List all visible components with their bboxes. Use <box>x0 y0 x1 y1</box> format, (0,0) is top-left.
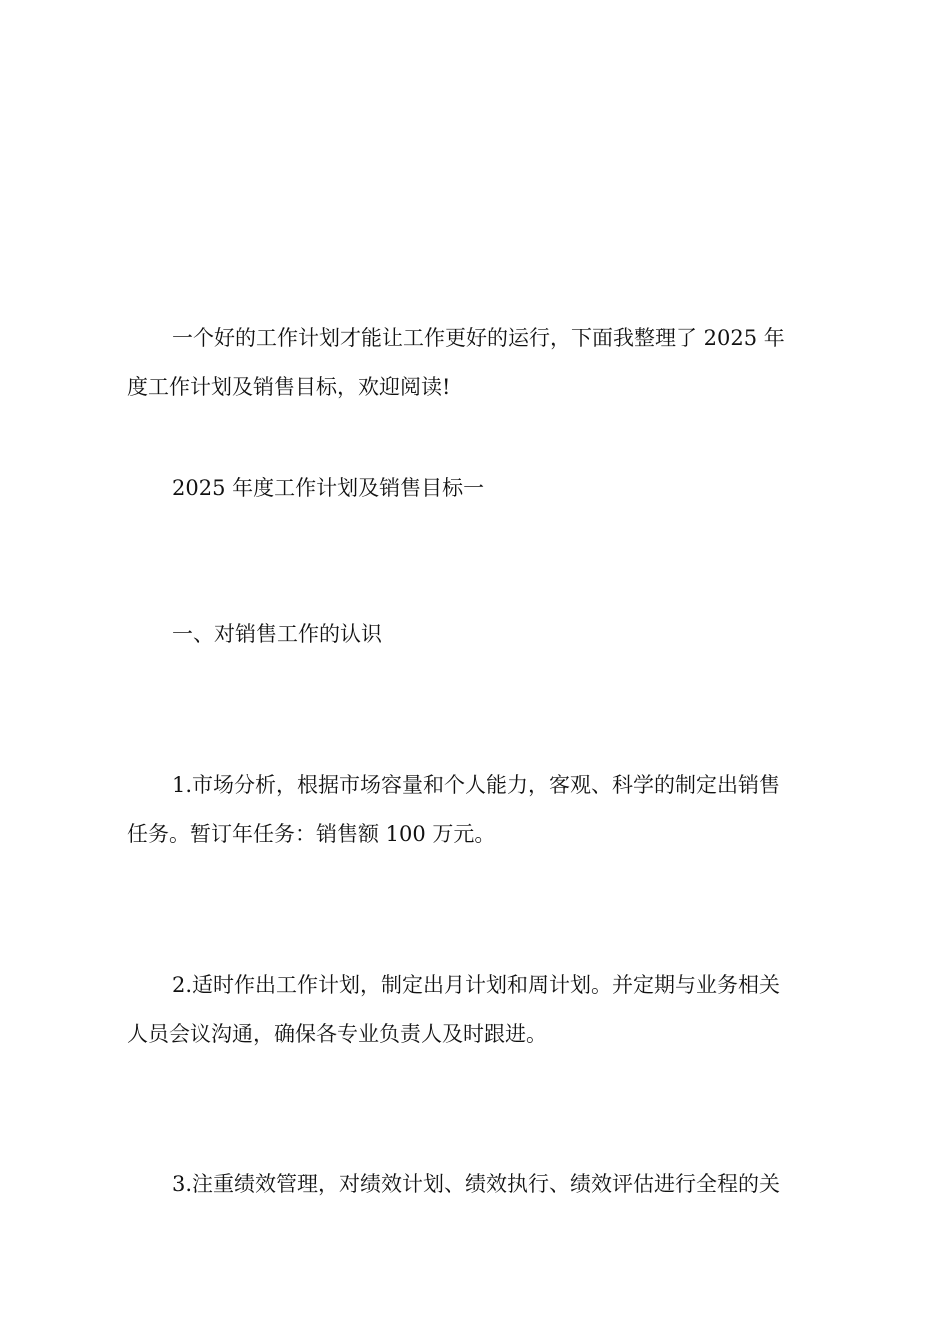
list-item-line-1: 3.注重绩效管理，对绩效计划、绩效执行、绩效评估进行全程的关 <box>172 1172 781 1196</box>
list-item <box>127 761 827 859</box>
list-item <box>127 961 827 1059</box>
document-title <box>127 464 827 513</box>
list-item <box>127 1160 827 1209</box>
intro-line-2: 度工作计划及销售目标，欢迎阅读! <box>127 375 451 399</box>
list-item-line-1: 1.市场分析，根据市场容量和个人能力，客观、科学的制定出销售 <box>172 773 781 797</box>
list-item-line-1: 2.适时作出工作计划，制定出月计划和周计划。并定期与业务相关 <box>172 973 781 997</box>
list-item-line-2: 任务。暂订年任务：销售额 100 万元。 <box>127 822 496 846</box>
list-item-line-2: 人员会议沟通，确保各专业负责人及时跟进。 <box>127 1022 547 1046</box>
section-heading-text: 一、对销售工作的认识 <box>172 622 382 646</box>
intro-line-1: 一个好的工作计划才能让工作更好的运行，下面我整理了 2025 年 <box>172 326 785 350</box>
document-title-text: 2025 年度工作计划及销售目标一 <box>172 476 485 500</box>
section-heading <box>127 610 827 659</box>
intro-paragraph <box>127 314 827 412</box>
